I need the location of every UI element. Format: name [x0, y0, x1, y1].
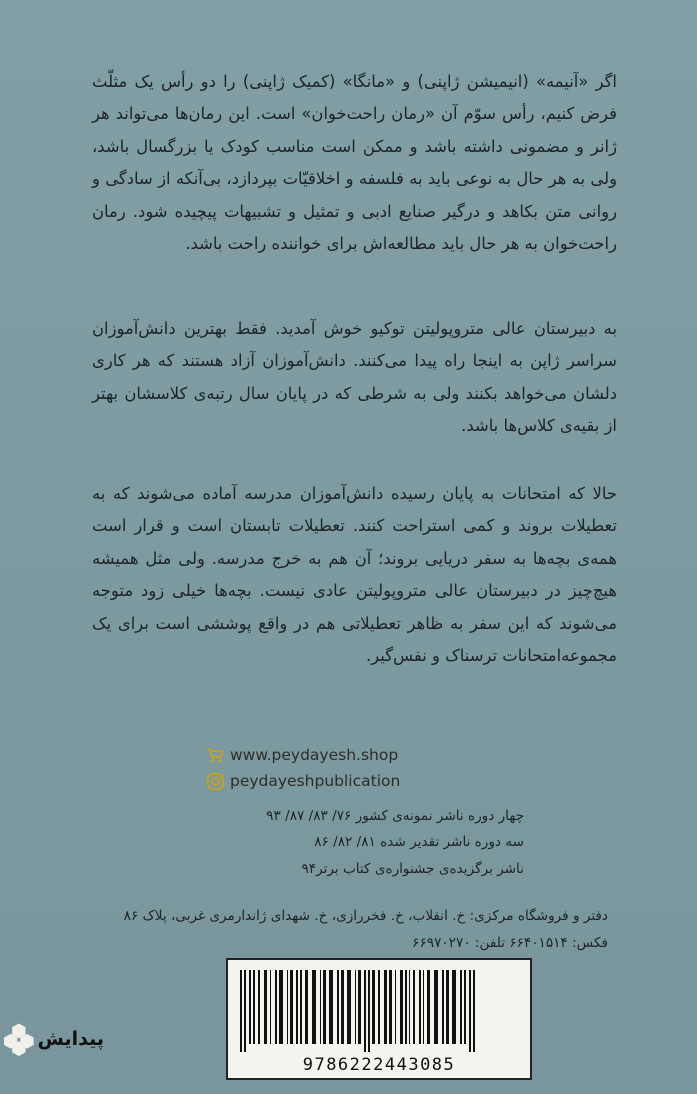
- store-address: دفتر و فروشگاه مرکزی: خ. انقلاب، خ. فخررازی، خ. شهدای ژاندارمری غربی، پلاک ۸۶: [123, 908, 608, 924]
- phone-fax: فکس: ۶۶۴۰۱۵۱۴ تلفن: ۶۶۹۷۰۲۷۰: [412, 935, 608, 951]
- shop-url[interactable]: www.peydayesh.shop: [230, 746, 399, 764]
- barcode-bars: [236, 970, 522, 1052]
- instagram-link[interactable]: [206, 770, 400, 792]
- logo-mark-icon: [4, 1016, 34, 1062]
- synopsis-paragraph: به دبیرستان عالی متروپولیتن توکیو خوش آمدید. فقط بهترین دانش‌آموزان سراسر ژاپن به اینجا راه پیدا می‌کنند. دانش‌آموزان آزاد هستند که هر کاری دلشان می‌خواهد بکنند ولی به شرطی که در پایان سال رتبه‌ی کلاسشان بهتر از بقیه‌ی کلاس‌ها باشد.: [92, 319, 617, 436]
- isbn-barcode: [226, 958, 532, 1080]
- publisher-logo-text: پیدایش: [37, 1028, 104, 1050]
- cart-icon: [206, 746, 224, 764]
- award-line-3: ناشر برگزیده‌ی جشنواره‌ی کتاب برتر۹۴: [301, 861, 524, 877]
- plot-paragraph: حالا که امتحانات به پایان رسیده دانش‌آموزان مدرسه آماده می‌شوند که به تعطیلات بروند و کمی استراحت کنند. تعطیلات تابستان است و قرار است همه‌ی بچه‌ها به سفر دریایی بروند؛ آن هم به خرج مدرسه. ولی مثل همیشه هیچ‌چیز در دبیرستان عالی متروپولیتن عادی نیست. بچه‌ها خیلی زود متوجه می‌شوند که این سفر به ظاهر تعطیلاتی هم در واقع پوششی است برای یک مجموعه‌امتحانات ترسناک و نفس‌گیر.: [92, 484, 617, 666]
- award-line-1: چهار دوره ناشر نمونه‌ی کشور ۷۶/ ۸۳/ ۸۷/ ۹۳: [266, 808, 524, 824]
- award-line-2: سه دوره ناشر تقدیر شده ۸۱/ ۸۲/ ۸۶: [314, 834, 524, 850]
- shop-website-link[interactable]: [206, 744, 398, 766]
- instagram-handle[interactable]: peydayeshpublication: [230, 772, 401, 790]
- isbn-number: 9786222443085: [302, 1055, 456, 1075]
- instagram-icon: [206, 772, 224, 790]
- publisher-logo: [4, 1013, 104, 1065]
- intro-paragraph: اگر «آنیمه» (انیمیشن ژاپنی) و «مانگا» (کمیک ژاپنی) را دو رأس یک مثلّث فرض کنیم، رأس سوّم آن «رمان راحت‌خوان» است. این رمان‌ها می‌تواند هر ژانر و مضمونی داشته باشد و ممکن است مناسب کودک یا بزرگسال باشد، ولی به هر حال به نوعی باید به فلسفه و اخلاقیّات بپردازد، بی‌آنکه از سادگی و روانی متن بکاهد و درگیر صنایع ادبی و تمثیل و تشبیهات پیچیده شود. رمان راحت‌خوان به هر حال باید مطالعه‌اش برای خواننده راحت باشد.: [92, 72, 617, 254]
